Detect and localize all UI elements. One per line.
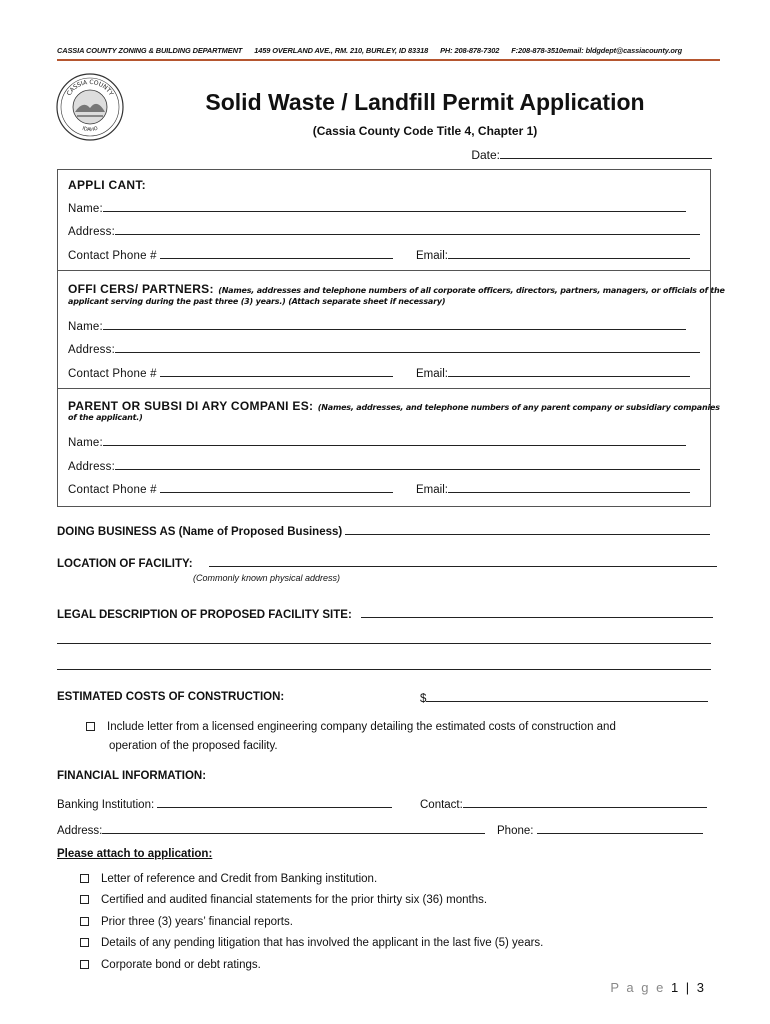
svg-text:CASSIA COUNTY: CASSIA COUNTY xyxy=(65,78,115,98)
applicant-phone-field[interactable]: Contact Phone # xyxy=(68,248,393,262)
date-field[interactable] xyxy=(471,148,712,162)
department-name: CASSIA COUNTY ZONING & BUILDING DEPARTMENT xyxy=(57,46,243,55)
costs-label: ESTIMATED COSTS OF CONSTRUCTION: xyxy=(57,691,285,703)
applicant-email-field[interactable]: Email: xyxy=(416,248,690,262)
bank-address-field[interactable]: Address: xyxy=(57,823,485,837)
location-label: LOCATION OF FACILITY: xyxy=(57,558,193,570)
checkbox-icon[interactable] xyxy=(86,722,95,731)
banking-institution-field[interactable]: Banking Institution: xyxy=(57,797,392,811)
legal-description-line-3[interactable] xyxy=(57,669,711,670)
parent-note-2: of the applicant.) xyxy=(68,413,143,422)
bank-phone-field[interactable]: Phone: xyxy=(497,823,703,837)
location-note: (Commonly known physical address) xyxy=(193,573,341,583)
attachment-item[interactable]: Certified and audited financial statements for the prior thirty six (36) months. xyxy=(80,894,487,906)
checkbox-icon[interactable] xyxy=(80,960,89,969)
page-title: Solid Waste / Landfill Permit Application xyxy=(205,89,645,115)
legal-label: LEGAL DESCRIPTION OF PROPOSED FACILITY SITE: xyxy=(57,609,352,621)
officers-title: OFFI CERS/ PARTNERS: xyxy=(68,282,214,296)
legal-description-line-2[interactable] xyxy=(57,643,711,644)
svg-text:IDAHO: IDAHO xyxy=(81,125,99,134)
dba-label: DOING BUSINESS AS (Name of Proposed Business) xyxy=(57,526,343,538)
header-rule xyxy=(57,59,720,61)
applicant-title: APPLI CANT: xyxy=(68,178,146,192)
parent-address-field[interactable]: Address: xyxy=(68,459,700,473)
parent-email-field[interactable]: Email: xyxy=(416,482,690,496)
attachment-item[interactable]: Corporate bond or debt ratings. xyxy=(80,959,261,971)
dba-field[interactable] xyxy=(57,524,710,538)
parent-section xyxy=(58,389,720,506)
costs-field[interactable]: $ xyxy=(420,691,708,705)
attachment-item[interactable]: Prior three (3) years’ financial reports. xyxy=(80,916,293,928)
department-address: 1459 OVERLAND AVE., RM. 210, BURLEY, ID 83318 xyxy=(254,46,429,55)
officers-note-2: applicant serving during the past three (3) years.) (Attach separate sheet if necessary) xyxy=(68,297,446,306)
parent-phone-field[interactable]: Contact Phone # xyxy=(68,482,393,496)
department-phone: PH: 208-878-7302 xyxy=(440,46,500,55)
financial-title: FINANCIAL INFORMATION: xyxy=(57,770,207,782)
parent-title: PARENT OR SUBSI DI ARY COMPANI ES: xyxy=(68,399,314,413)
location-field[interactable] xyxy=(57,556,717,570)
checkbox-icon[interactable] xyxy=(80,938,89,947)
officers-email-field[interactable]: Email: xyxy=(416,366,690,380)
costs-letter-text-2: operation of the proposed facility. xyxy=(109,740,278,752)
parent-note: (Names, addresses, and telephone numbers of any parent company or subsidiary companies xyxy=(317,403,720,412)
parent-name-field[interactable]: Name: xyxy=(68,435,686,449)
attachment-item[interactable]: Letter of reference and Credit from Banking institution. xyxy=(80,873,377,885)
bank-contact-field[interactable]: Contact: xyxy=(420,797,707,811)
officers-name-field[interactable]: Name: xyxy=(68,319,686,333)
checkbox-icon[interactable] xyxy=(80,874,89,883)
department-fax-email: F:208-878-3510email: bldgdept@cassiacounty.org xyxy=(511,46,682,55)
date-label: Date: xyxy=(471,148,500,162)
applicant-name-field[interactable]: Name: xyxy=(68,201,686,215)
officers-section xyxy=(58,271,725,389)
page-subtitle: (Cassia County Code Title 4, Chapter 1) xyxy=(312,124,538,138)
attach-title: Please attach to application: xyxy=(57,848,213,860)
applicant-section xyxy=(58,170,710,271)
legal-description-field[interactable] xyxy=(57,607,713,621)
attachment-item[interactable]: Details of any pending litigation that has involved the applicant in the last five (5) years. xyxy=(80,937,543,949)
applicant-box xyxy=(57,169,725,507)
applicant-address-field[interactable]: Address: xyxy=(68,224,700,238)
letterhead xyxy=(57,46,717,55)
costs-letter-checkbox[interactable]: Include letter from a licensed engineering company detailing the estimated costs of construction and xyxy=(86,721,616,733)
officers-note: (Names, addresses and telephone numbers of all corporate officers, directors, partners, managers, or officials of the xyxy=(218,286,725,295)
checkbox-icon[interactable] xyxy=(80,917,89,926)
officers-phone-field[interactable]: Contact Phone # xyxy=(68,366,393,380)
officers-address-field[interactable]: Address: xyxy=(68,342,700,356)
checkbox-icon[interactable] xyxy=(80,895,89,904)
page-number: P a g e 1 | 3 xyxy=(610,980,706,995)
